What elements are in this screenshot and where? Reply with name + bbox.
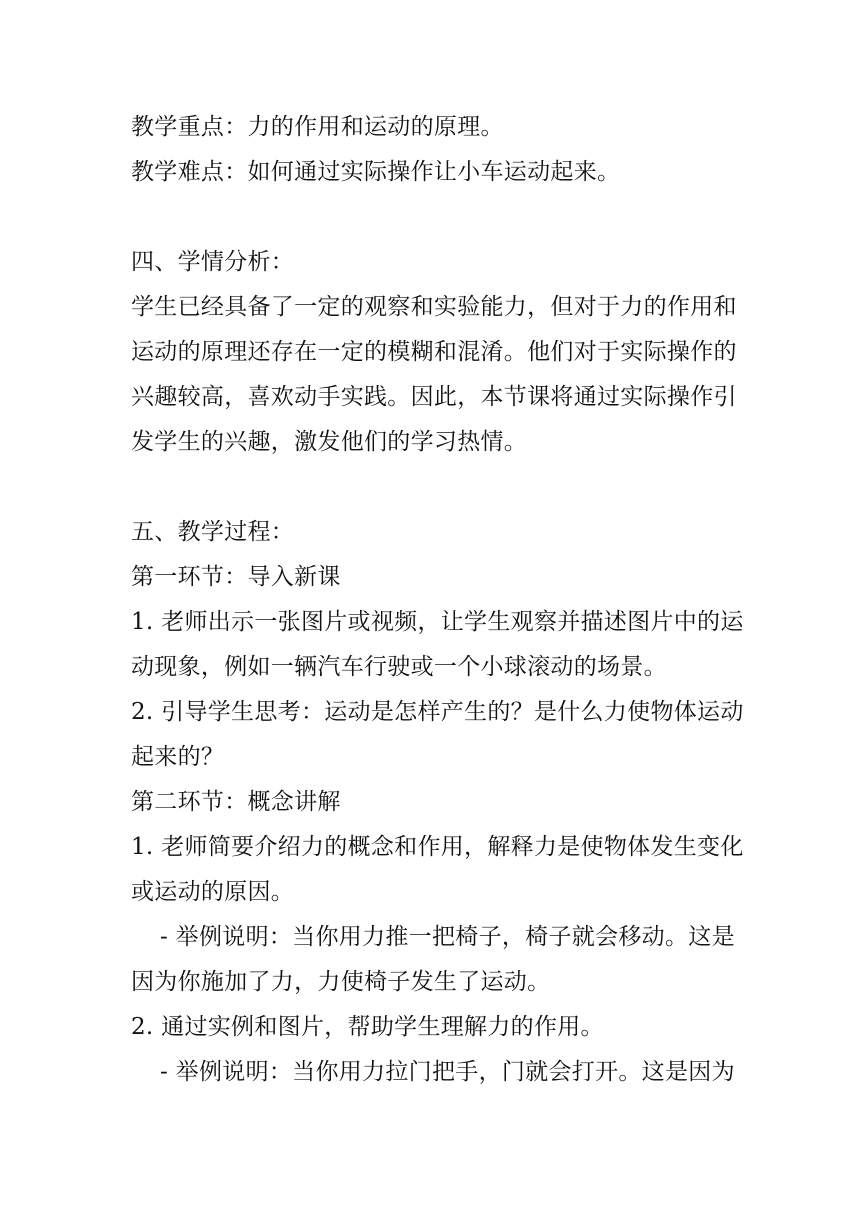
example-line: - 举例说明：当你用力拉门把手，门就会打开。这是因为	[160, 1059, 735, 1085]
list-item-line: 2. 通过实例和图片，帮助学生理解力的作用。	[131, 1014, 604, 1040]
subsection-heading-intro: 第一环节：导入新课	[131, 564, 341, 590]
list-item-line: 1. 老师出示一张图片或视频，让学生观察并描述图片中的运	[131, 609, 744, 635]
example-line: - 举例说明：当你用力推一把椅子，椅子就会移动。这是	[160, 924, 735, 950]
paragraph-line: 兴趣较高，喜欢动手实践。因此，本节课将通过实际操作引	[131, 384, 737, 410]
list-item-line: 2. 引导学生思考：运动是怎样产生的？是什么力使物体运动	[131, 699, 744, 725]
subsection-heading-concept: 第二环节：概念讲解	[131, 789, 341, 815]
list-item-line: 动现象，例如一辆汽车行驶或一个小球滚动的场景。	[131, 654, 667, 680]
paragraph-line: 发学生的兴趣，激发他们的学习热情。	[131, 429, 528, 455]
example-line: 因为你施加了力，力使椅子发生了运动。	[131, 969, 551, 995]
teaching-difficulty-line: 教学难点：如何通过实际操作让小车运动起来。	[131, 159, 621, 185]
list-item-line: 起来的？	[131, 744, 225, 770]
section-heading-student-analysis: 四、学情分析：	[131, 249, 295, 275]
section-heading-teaching-process: 五、教学过程：	[131, 519, 295, 545]
teaching-focus-line: 教学重点：力的作用和运动的原理。	[131, 114, 504, 140]
paragraph-line: 运动的原理还存在一定的模糊和混淆。他们对于实际操作的	[131, 339, 737, 365]
list-item-line: 或运动的原因。	[131, 879, 295, 905]
paragraph-line: 学生已经具备了一定的观察和实验能力，但对于力的作用和	[131, 294, 737, 320]
list-item-line: 1. 老师简要介绍力的概念和作用，解释力是使物体发生变化	[131, 834, 744, 860]
